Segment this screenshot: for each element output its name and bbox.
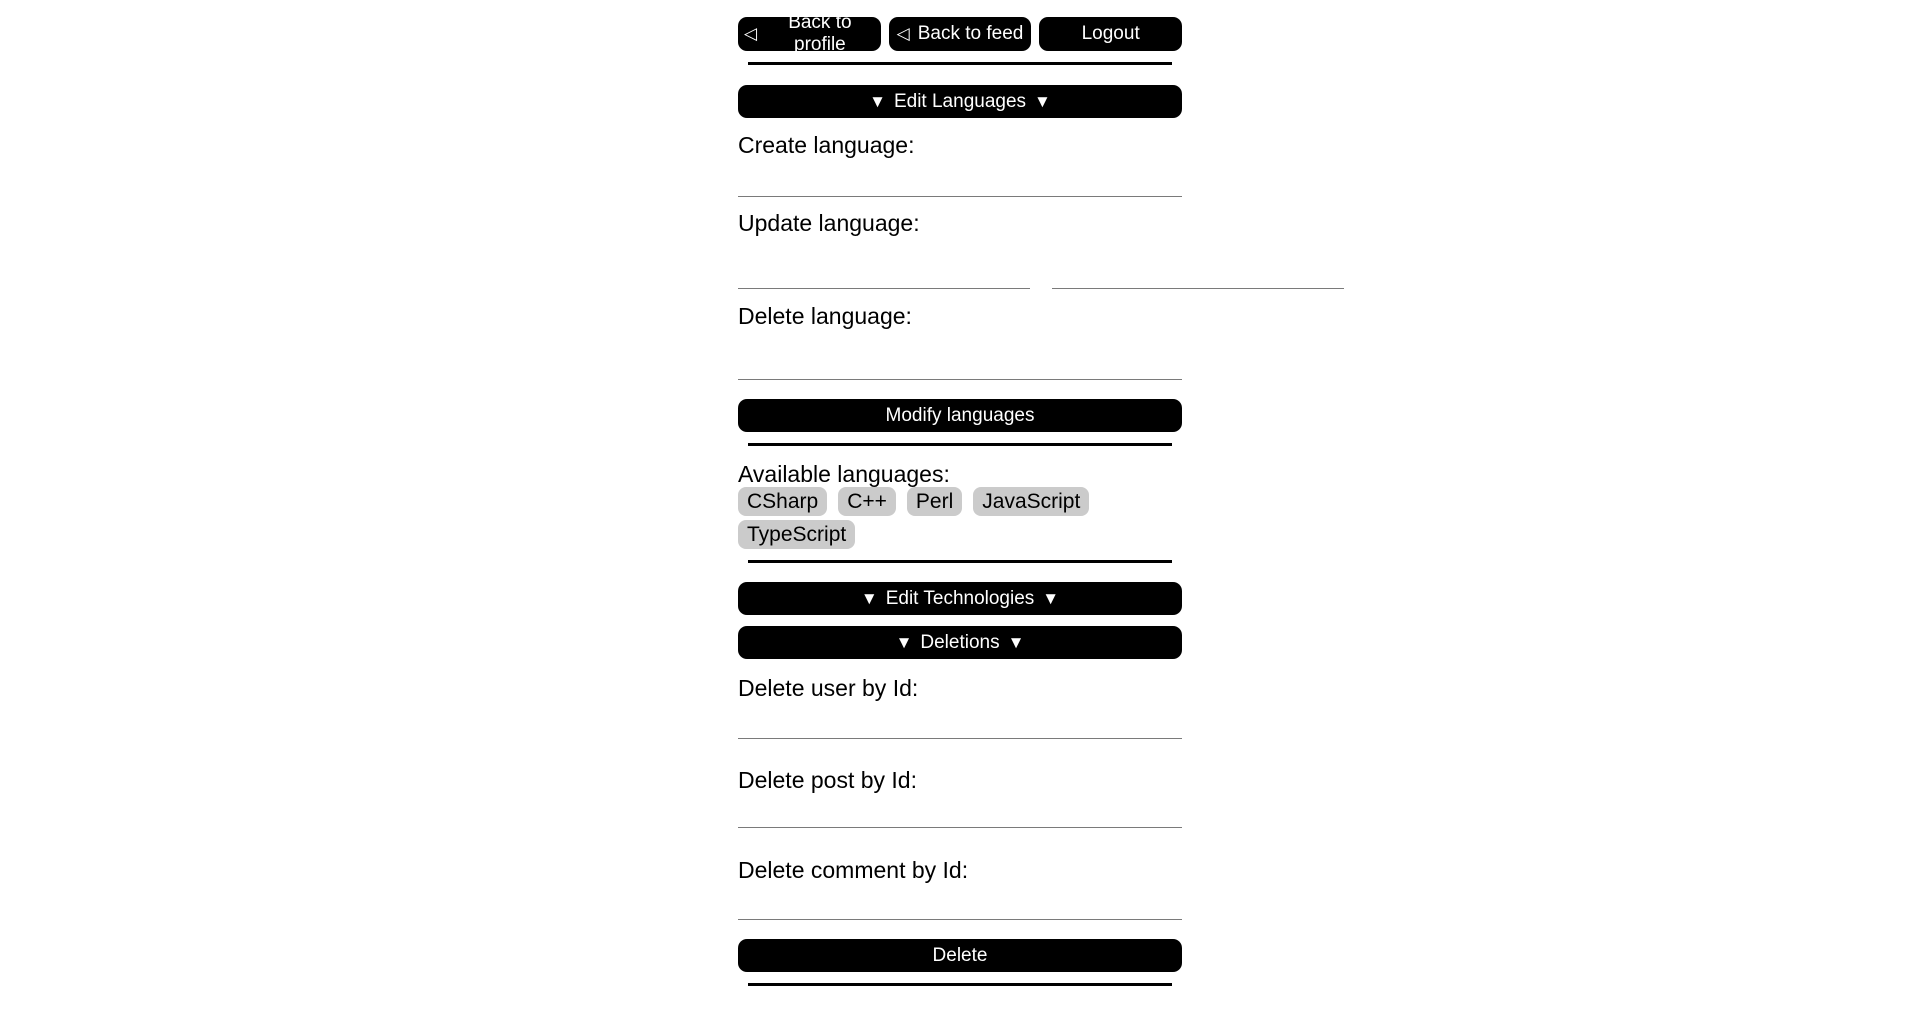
delete-language-input[interactable]	[738, 329, 1182, 380]
edit-languages-toggle-label: Edit Languages	[893, 90, 1027, 112]
language-tag: Perl	[907, 487, 962, 516]
logout-label: Logout	[1081, 23, 1140, 44]
language-tag: C++	[838, 487, 896, 516]
divider	[748, 983, 1172, 986]
top-nav	[738, 12, 1182, 55]
back-to-feed-label: Back to feed	[917, 23, 1024, 44]
available-languages-label: Available languages:	[738, 461, 950, 487]
delete-language-label: Delete language:	[738, 303, 912, 329]
caret-down-icon: ▼	[1042, 588, 1060, 608]
back-triangle-icon: ◁	[744, 24, 758, 43]
modify-languages-label: Modify languages	[885, 404, 1035, 426]
logout-button[interactable]	[1039, 17, 1182, 51]
language-tag: JavaScript	[973, 487, 1089, 516]
caret-down-icon: ▼	[895, 632, 913, 652]
delete-post-id-input[interactable]	[738, 793, 1182, 828]
back-to-profile-label: Back to profile	[788, 12, 852, 55]
delete-user-by-id-label: Delete user by Id:	[738, 675, 919, 701]
delete-post-by-id-label: Delete post by Id:	[738, 767, 917, 793]
caret-down-icon: ▼	[1034, 91, 1051, 111]
back-triangle-icon: ◁	[896, 24, 910, 43]
admin-panel	[738, 0, 1182, 986]
caret-down-icon: ▼	[869, 91, 886, 111]
update-language-input-2[interactable]	[1052, 236, 1344, 289]
caret-down-icon: ▼	[860, 588, 878, 608]
delete-button-label: Delete	[932, 944, 988, 966]
update-language-inputs	[738, 236, 1182, 289]
create-language-label: Create language:	[738, 132, 915, 158]
delete-comment-id-input[interactable]	[738, 883, 1182, 920]
deletions-toggle[interactable]	[738, 626, 1182, 659]
available-languages-list	[738, 487, 1182, 549]
edit-technologies-toggle[interactable]	[738, 582, 1182, 615]
edit-languages-toggle[interactable]	[738, 85, 1182, 118]
edit-technologies-toggle-label: Edit Technologies	[885, 587, 1035, 609]
back-to-profile-button[interactable]	[738, 12, 881, 55]
delete-button[interactable]	[738, 939, 1182, 972]
create-language-input[interactable]	[738, 158, 1182, 197]
modify-languages-button[interactable]	[738, 399, 1182, 432]
delete-comment-by-id-label: Delete comment by Id:	[738, 857, 969, 883]
delete-user-id-input[interactable]	[738, 701, 1182, 739]
deletions-toggle-label: Deletions	[920, 631, 1000, 653]
language-tag: TypeScript	[738, 520, 855, 549]
divider	[748, 560, 1172, 563]
divider	[748, 443, 1172, 446]
update-language-label: Update language:	[738, 210, 920, 236]
divider	[748, 62, 1172, 65]
update-language-input-1[interactable]	[738, 236, 1030, 289]
caret-down-icon: ▼	[1007, 632, 1025, 652]
language-tag: CSharp	[738, 487, 827, 516]
back-to-feed-button[interactable]	[889, 17, 1032, 51]
